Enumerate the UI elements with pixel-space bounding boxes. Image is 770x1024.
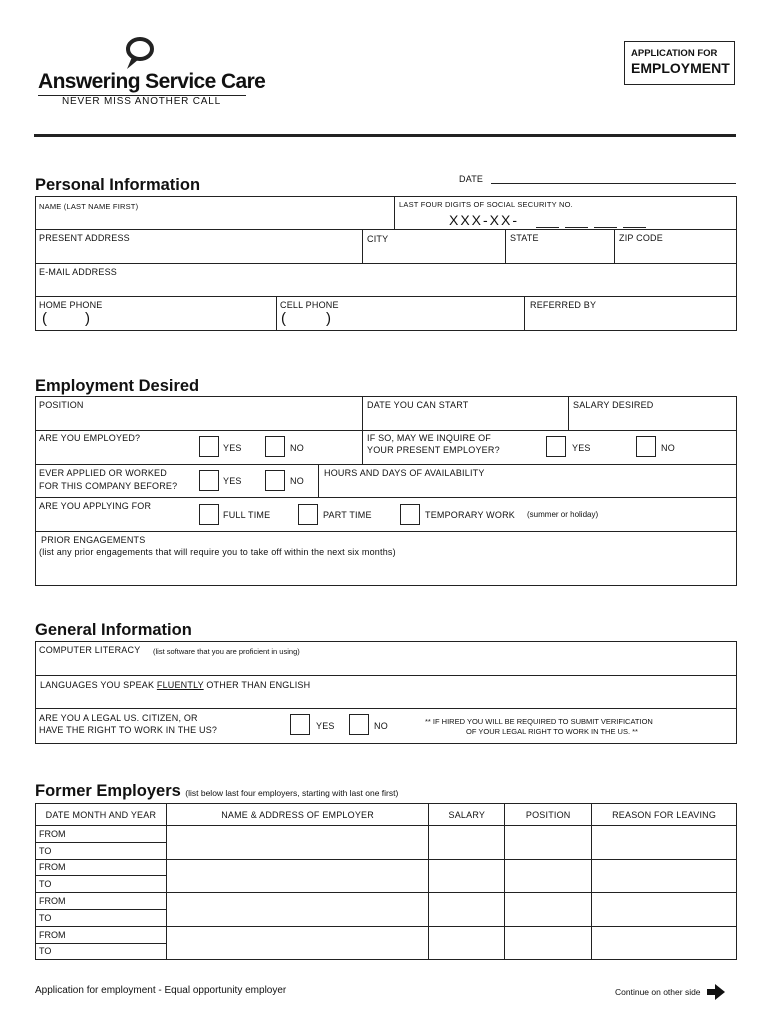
inquire-no-checkbox[interactable] — [636, 436, 656, 457]
ssn-field[interactable] — [395, 197, 736, 228]
computer-literacy-label: COMPUTER LITERACY — [39, 645, 141, 655]
continue-label: Continue on other side — [615, 986, 701, 997]
employed-no-checkbox[interactable] — [265, 436, 285, 457]
col-header-date: DATE MONTH AND YEAR — [36, 804, 167, 826]
citizen-no-checkbox[interactable] — [349, 714, 369, 735]
reason-cell[interactable] — [592, 859, 737, 893]
table-row — [36, 859, 737, 876]
reason-cell[interactable] — [592, 826, 737, 860]
prior-engagements-label: PRIOR ENGAGEMENTS — [41, 535, 146, 545]
full-time-checkbox[interactable] — [199, 504, 219, 525]
salary-cell[interactable] — [429, 826, 505, 860]
temporary-label: TEMPORARY WORK — [425, 510, 515, 520]
footer-right — [615, 983, 725, 1001]
citizen-yes-label: YES — [316, 721, 335, 731]
employed-yes-checkbox[interactable] — [199, 436, 219, 457]
date-label: DATE — [459, 174, 484, 184]
applied-yes-checkbox[interactable] — [199, 470, 219, 491]
start-date-label: DATE YOU CAN START — [367, 400, 469, 410]
former-employers-table — [35, 803, 737, 960]
position-cell[interactable] — [505, 826, 592, 860]
position-cell[interactable] — [505, 926, 592, 960]
home-phone-field[interactable] — [36, 297, 275, 330]
referred-field[interactable] — [525, 297, 736, 330]
table-header-row — [36, 804, 737, 826]
divider — [35, 430, 737, 431]
to-cell[interactable]: TO — [36, 909, 167, 926]
applied-no-checkbox[interactable] — [265, 470, 285, 491]
citizen-label-line1: ARE YOU A LEGAL US. CITIZEN, OR — [39, 713, 198, 723]
name-label: NAME (LAST NAME FIRST) — [39, 202, 139, 211]
verification-note-line2: OF YOUR LEGAL RIGHT TO WORK IN THE US. ** — [466, 727, 638, 736]
date-field[interactable] — [491, 183, 736, 184]
citizen-no-label: NO — [374, 721, 388, 731]
from-cell[interactable]: FROM — [36, 826, 167, 843]
availability-field[interactable] — [319, 465, 736, 496]
employer-cell[interactable] — [166, 926, 429, 960]
computer-literacy-field[interactable] — [36, 642, 736, 674]
company-tagline: NEVER MISS ANOTHER CALL — [62, 96, 221, 107]
employed-no-label: NO — [290, 443, 304, 453]
verification-note-line1: ** IF HIRED YOU WILL BE REQUIRED TO SUBMIT VERIFICATION — [425, 717, 653, 726]
name-field[interactable] — [36, 197, 393, 228]
from-cell[interactable]: FROM — [36, 893, 167, 910]
salary-cell[interactable] — [429, 926, 505, 960]
employer-cell[interactable] — [166, 893, 429, 927]
to-cell[interactable]: TO — [36, 943, 167, 960]
home-phone-label: HOME PHONE — [39, 300, 103, 310]
badge-line1: APPLICATION FOR — [631, 48, 718, 59]
citizen-yes-checkbox[interactable] — [290, 714, 310, 735]
logo — [34, 36, 264, 112]
from-cell[interactable]: FROM — [36, 926, 167, 943]
former-employers-heading: Former Employers — [35, 782, 181, 800]
table-row — [36, 826, 737, 843]
speech-bubble-icon — [122, 36, 158, 72]
ssn-blank — [565, 227, 588, 228]
availability-label: HOURS AND DAYS OF AVAILABILITY — [324, 468, 485, 478]
paren-open: ( — [42, 310, 47, 327]
address-field[interactable] — [36, 230, 361, 262]
applying-for-label: ARE YOU APPLYING FOR — [39, 501, 152, 511]
employment-title: Employment Desired — [35, 377, 200, 395]
start-date-field[interactable] — [363, 397, 567, 429]
languages-underlined: FLUENTLY — [156, 680, 204, 690]
position-field[interactable] — [36, 397, 361, 429]
employed-label: ARE YOU EMPLOYED? — [39, 433, 141, 443]
salary-cell[interactable] — [429, 893, 505, 927]
table-row — [36, 926, 737, 943]
col-header-position: POSITION — [505, 804, 592, 826]
company-name: Answering Service Care — [38, 70, 266, 93]
to-cell[interactable]: TO — [36, 842, 167, 859]
referred-label: REFERRED BY — [530, 300, 597, 310]
arrow-right-icon — [707, 984, 725, 1000]
footer-left: Application for employment - Equal opportunity employer — [35, 985, 287, 996]
col-header-reason: REASON FOR LEAVING — [592, 804, 737, 826]
address-label: PRESENT ADDRESS — [39, 233, 130, 243]
inquire-yes-checkbox[interactable] — [546, 436, 566, 457]
divider — [35, 708, 737, 709]
cell-phone-label: CELL PHONE — [280, 300, 339, 310]
citizen-label-line2: HAVE THE RIGHT TO WORK IN THE US? — [39, 725, 218, 735]
prior-engagements-field[interactable] — [36, 532, 736, 585]
full-time-label: FULL TIME — [223, 510, 271, 520]
form-type-badge — [624, 41, 735, 85]
city-field[interactable] — [363, 230, 504, 262]
part-time-label: PART TIME — [323, 510, 372, 520]
computer-literacy-note: (list software that you are proficient in using) — [153, 647, 300, 656]
employer-cell[interactable] — [166, 859, 429, 893]
former-employers-title — [35, 782, 398, 801]
general-title: General Information — [35, 621, 192, 639]
inquire-yes-label: YES — [572, 443, 591, 453]
employed-yes-label: YES — [223, 443, 242, 453]
inquire-no-label: NO — [661, 443, 675, 453]
col-header-salary: SALARY — [429, 804, 505, 826]
temporary-checkbox[interactable] — [400, 504, 420, 525]
paren-close: ) — [85, 310, 90, 327]
applied-yes-label: YES — [223, 476, 242, 486]
position-cell[interactable] — [505, 893, 592, 927]
reason-cell[interactable] — [592, 926, 737, 960]
table-row — [36, 893, 737, 910]
state-label: STATE — [510, 233, 539, 243]
ssn-blank — [594, 227, 617, 228]
email-label: E-MAIL ADDRESS — [39, 267, 117, 277]
former-employers-note: (list below last four employers, starting with last one first) — [185, 788, 399, 798]
personal-title: Personal Information — [35, 176, 201, 194]
paren-close: ) — [326, 310, 331, 327]
ssn-blank — [536, 227, 559, 228]
languages-label — [40, 680, 310, 690]
badge-line2: EMPLOYMENT — [631, 60, 730, 76]
salary-desired-label: SALARY DESIRED — [573, 400, 654, 410]
ssn-label: LAST FOUR DIGITS OF SOCIAL SECURITY NO. — [399, 200, 573, 209]
applied-no-label: NO — [290, 476, 304, 486]
ssn-blank — [623, 227, 646, 228]
position-label: POSITION — [39, 400, 84, 410]
languages-field[interactable] — [36, 676, 736, 707]
col-header-employer: NAME & ADDRESS OF EMPLOYER — [166, 804, 429, 826]
zip-label: ZIP CODE — [619, 233, 663, 243]
zip-field[interactable] — [615, 230, 736, 262]
to-cell[interactable]: TO — [36, 876, 167, 893]
applied-label-line1: EVER APPLIED OR WORKED — [39, 468, 167, 478]
city-label: CITY — [367, 234, 389, 244]
header-rule — [34, 134, 736, 137]
part-time-checkbox[interactable] — [298, 504, 318, 525]
prior-engagements-note: (list any prior engagements that will require you to take off within the next six months) — [39, 547, 396, 557]
state-field[interactable] — [506, 230, 613, 262]
salary-desired-field[interactable] — [569, 397, 736, 429]
employer-cell[interactable] — [166, 826, 429, 860]
inquire-label-line2: YOUR PRESENT EMPLOYER? — [367, 445, 500, 455]
divider — [35, 497, 737, 498]
languages-pre: LANGUAGES YOU SPEAK — [40, 680, 157, 690]
position-cell[interactable] — [505, 859, 592, 893]
temporary-note: (summer or holiday) — [527, 510, 599, 519]
applied-label-line2: FOR THIS COMPANY BEFORE? — [39, 481, 178, 491]
ssn-prefix: XXX-XX- — [449, 212, 520, 228]
languages-post: OTHER THAN ENGLISH — [203, 680, 311, 690]
reason-cell[interactable] — [592, 893, 737, 927]
salary-cell[interactable] — [429, 859, 505, 893]
from-cell[interactable]: FROM — [36, 859, 167, 876]
paren-open: ( — [281, 310, 286, 327]
email-field[interactable] — [36, 264, 736, 295]
inquire-label-line1: IF SO, MAY WE INQUIRE OF — [367, 433, 491, 443]
cell-phone-field[interactable] — [277, 297, 523, 330]
